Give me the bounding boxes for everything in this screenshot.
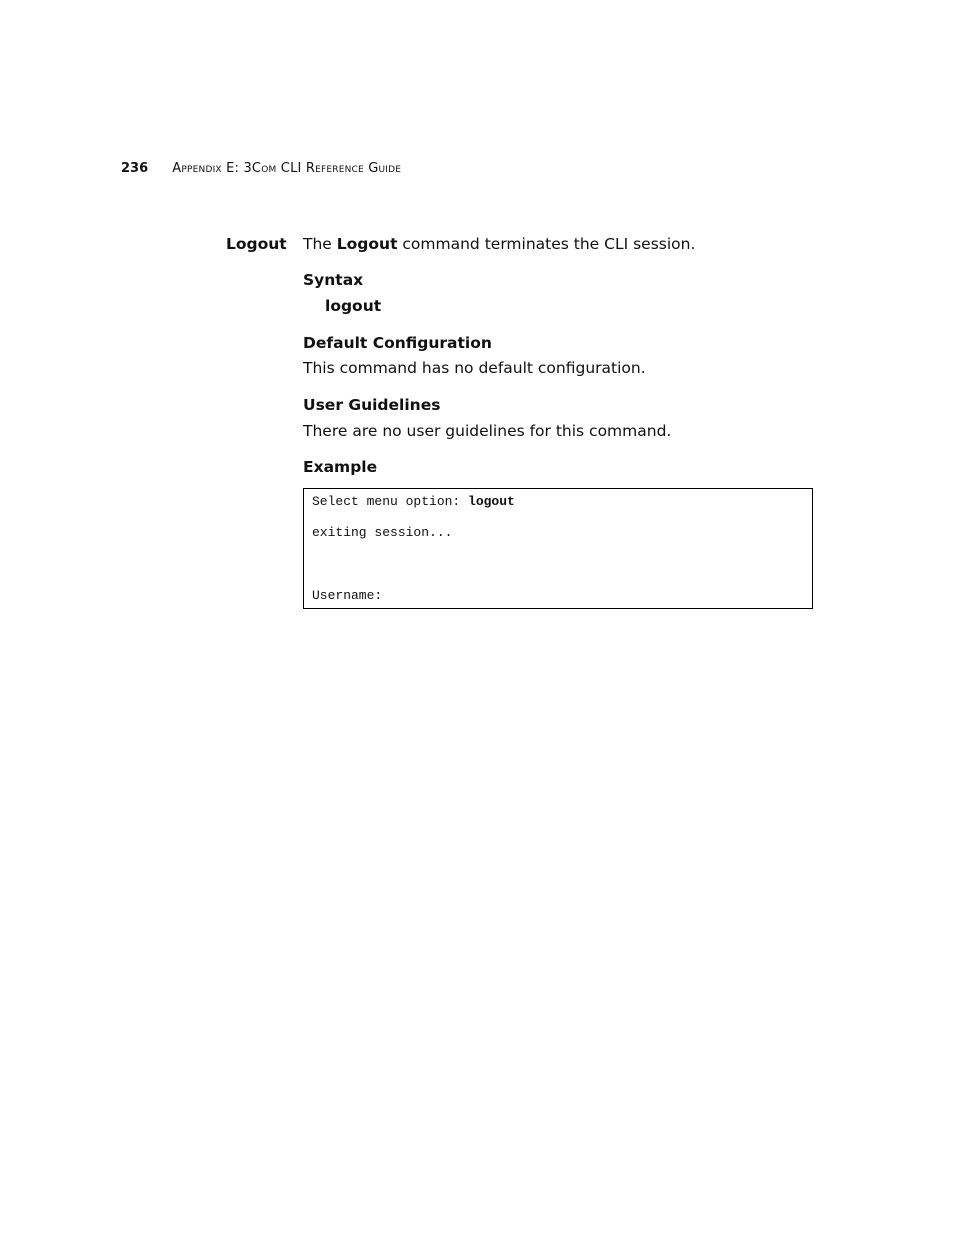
code-prompt-input: logout (468, 494, 515, 509)
example-code-box (303, 488, 813, 609)
user-guidelines-heading: User Guidelines (303, 396, 441, 414)
syntax-heading: Syntax (303, 271, 364, 289)
code-line-prompt (312, 494, 515, 509)
page-number: 236 (121, 161, 149, 176)
default-config-heading: Default Configuration (303, 334, 492, 352)
code-line-exiting: exiting session... (312, 525, 453, 540)
user-guidelines-text: There are no user guidelines for this command. (303, 422, 672, 440)
intro-prefix: The (303, 235, 337, 253)
code-prompt-text: Select menu option: (312, 494, 469, 509)
code-line-username: Username: (312, 588, 383, 603)
section-heading: Logout (226, 235, 287, 253)
intro-suffix: command terminates the CLI session. (397, 235, 696, 253)
syntax-command: logout (325, 297, 382, 315)
page-header (121, 161, 401, 176)
intro-command: Logout (336, 235, 398, 253)
intro-paragraph (303, 235, 823, 253)
example-heading: Example (303, 458, 378, 476)
running-title: Appendix E: 3Com CLI Reference Guide (172, 161, 402, 176)
default-config-text: This command has no default configuration. (303, 359, 646, 377)
